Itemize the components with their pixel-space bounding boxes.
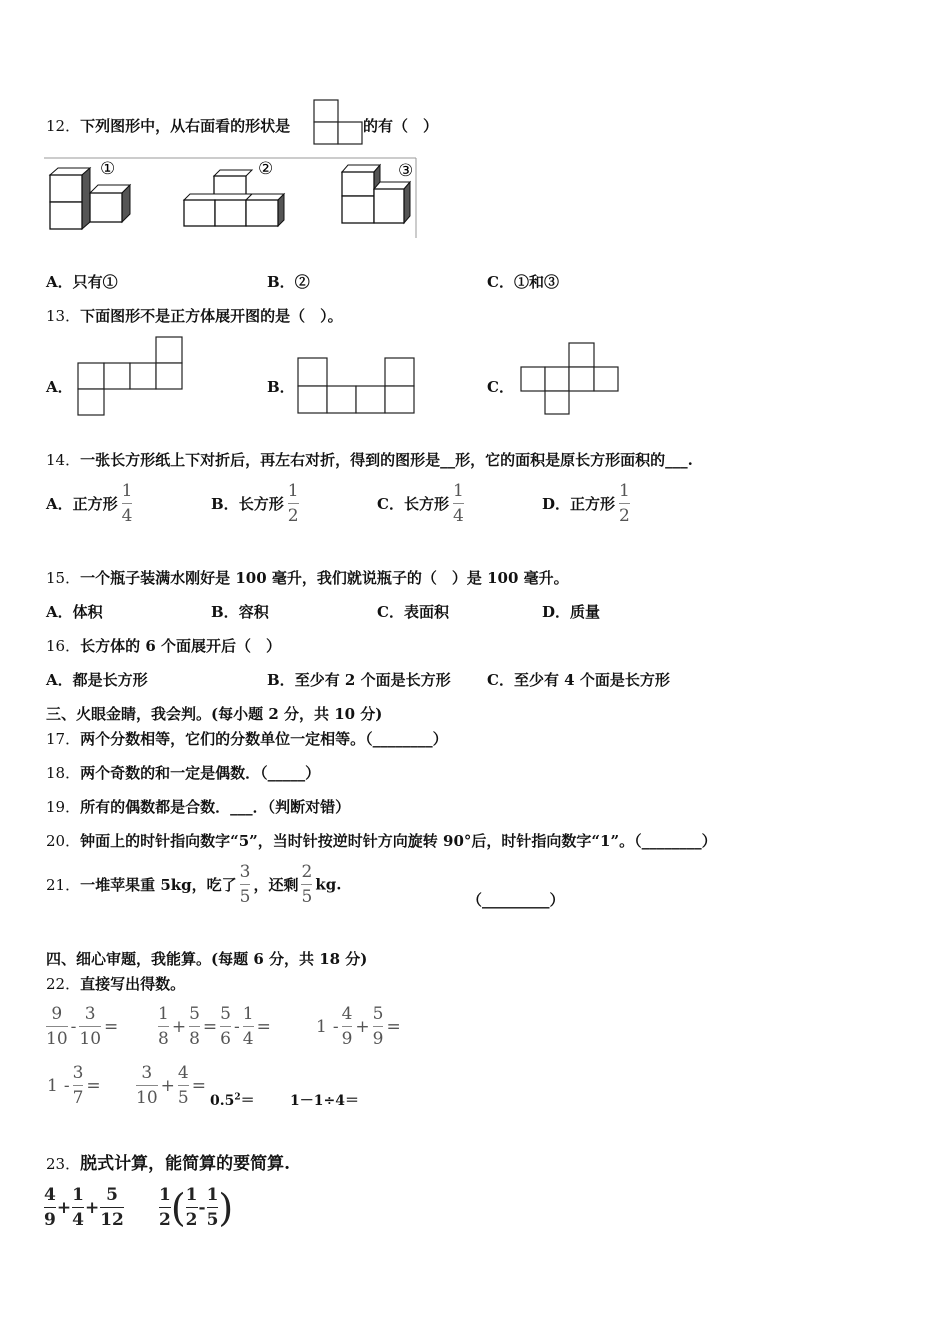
- q14-option-d[interactable]: D．正方形 $\frac{1}{2}$: [542, 481, 630, 526]
- q22-expr-1: $\frac{9}{10}$ - $\frac{3}{10}$ =: [46, 1004, 119, 1049]
- q15-option-d[interactable]: D．质量: [542, 603, 601, 621]
- q16-stem: 16．长方体的 6 个面展开后（ ）: [46, 637, 281, 655]
- q12-text-before: 下列图形中，从右面看的形状是: [80, 117, 291, 135]
- q13-net-b: [297, 357, 417, 415]
- q12-figures: [44, 156, 424, 240]
- q19: 19．所有的偶数都是合数．___．（判断对错）: [46, 798, 351, 816]
- q13-option-c[interactable]: C．: [487, 378, 514, 396]
- figure-1-label: ①: [100, 159, 116, 179]
- q13-stem: 13．下面图形不是正方体展开图的是（ ）。: [46, 307, 343, 325]
- q23-expr-2: $\frac{1}{2}$ ( $\frac{1}{2}$ - $\frac{1}{5}$ ): [159, 1185, 234, 1230]
- q16-option-b[interactable]: B．至少有 2 个面是长方形: [267, 671, 451, 689]
- section-4-heading: 四、细心审题，我能算。(每题 6 分，共 18 分): [46, 950, 368, 968]
- q21-answer-blank[interactable]: （_________）: [467, 891, 565, 909]
- q22-expr-3: 1 - $\frac{4}{9}$ + $\frac{5}{9}$ =: [316, 1004, 401, 1049]
- q15-option-c[interactable]: C．表面积: [377, 603, 449, 621]
- q12-option-b[interactable]: B．②: [267, 273, 310, 291]
- q14-option-a[interactable]: A．正方形 $\frac{1}{4}$: [46, 481, 133, 526]
- q12-number: 12．: [46, 117, 81, 135]
- q14-option-b[interactable]: B．长方形 $\frac{1}{2}$: [211, 481, 299, 526]
- q16-option-c[interactable]: C．至少有 4 个面是长方形: [487, 671, 670, 689]
- q22-expr-5: $\frac{3}{10}$ + $\frac{4}{5}$ =: [136, 1063, 206, 1108]
- q13-option-a[interactable]: A．: [46, 378, 73, 396]
- q20: 20．钟面上的时针指向数字“5”，当时针按逆时针方向旋转 90°后，时针指向数字“1”。（________）: [46, 832, 717, 850]
- q23-expr-1: $\frac{4}{9}$ + $\frac{1}{4}$ + $\frac{5}{12}$: [44, 1185, 124, 1230]
- q14-option-c[interactable]: C．长方形 $\frac{1}{4}$: [377, 481, 464, 526]
- q12-stem: [46, 115, 290, 136]
- q22-expr-7: 1－1÷4＝: [290, 1093, 359, 1109]
- q21: 21．一堆苹果重 5kg，吃了 $\frac{3}{5}$ ，还剩 $\frac{2}{5}$ kg.: [46, 862, 342, 907]
- q12-option-a[interactable]: A．只有①: [46, 273, 118, 291]
- q13-net-c: [520, 342, 622, 416]
- q22-stem: 22．直接写出得数。: [46, 975, 186, 993]
- q23-stem: 23．脱式计算，能简算的要简算.: [46, 1154, 291, 1174]
- q12-option-c[interactable]: C．①和③: [487, 273, 559, 291]
- q22-expr-2: $\frac{1}{8}$ + $\frac{5}{8}$ = $\frac{5}{6}$ - $\frac{1}{4}$ =: [158, 1004, 271, 1049]
- section-3-heading: 三、火眼金睛，我会判。(每小题 2 分，共 10 分): [46, 705, 383, 723]
- figure-1: [50, 159, 130, 229]
- figure-2-label: ②: [258, 159, 274, 179]
- q15-option-a[interactable]: A．体积: [46, 603, 103, 621]
- q18: 18．两个奇数的和一定是偶数．（_____）: [46, 764, 321, 782]
- figure-3: [342, 161, 413, 223]
- q13-net-a: [77, 336, 187, 418]
- q15-stem: 15．一个瓶子装满水刚好是 100 毫升，我们就说瓶子的（ ）是 100 毫升。: [46, 569, 569, 587]
- q22-expr-6: $0.5^2=$: [210, 1092, 255, 1109]
- figure-3-label: ③: [398, 161, 414, 181]
- q16-option-a[interactable]: A．都是长方形: [46, 671, 148, 689]
- q12-text-after: 的有（ ）: [363, 117, 439, 135]
- q13-option-b[interactable]: B．: [267, 378, 295, 396]
- q12-side-view-figure: [313, 99, 363, 147]
- q17: 17．两个分数相等，它们的分数单位一定相等。（________）: [46, 730, 448, 748]
- q15-option-b[interactable]: B．容积: [211, 603, 269, 621]
- q22-expr-4: 1 - $\frac{3}{7}$ =: [47, 1063, 101, 1108]
- q14-stem: 14．一张长方形纸上下对折后，再左右对折，得到的图形是__形，它的面积是原长方形面积的___.: [46, 451, 693, 469]
- figure-2: [184, 159, 284, 226]
